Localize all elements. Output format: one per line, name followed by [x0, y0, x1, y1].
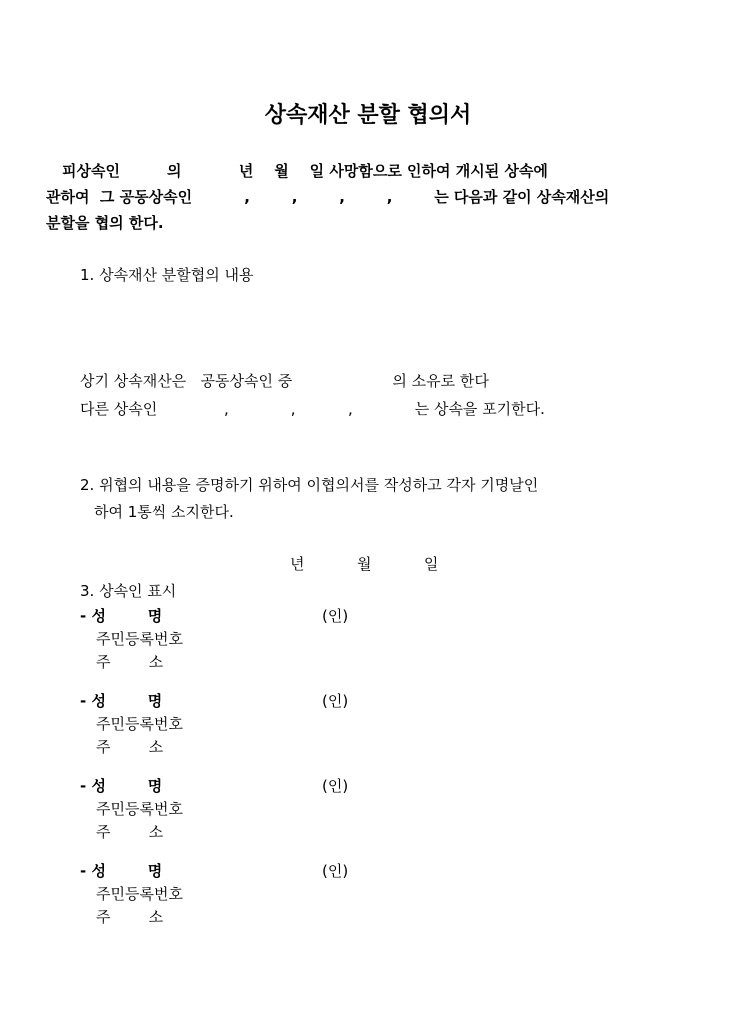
address-label: 주 소 [96, 738, 164, 756]
seal-mark: (인) [322, 607, 349, 625]
intro-line-3: 분할을 협의 한다. [46, 214, 164, 232]
id-number-label: 주민등록번호 [96, 885, 183, 903]
date-line: 년 월 일 [290, 555, 439, 573]
intro-line-2: 관하여 그 공동상속인 , , , , 는 다음과 같이 상속재산의 [46, 188, 610, 206]
id-number-label: 주민등록번호 [96, 630, 183, 648]
document-title: 상속재산 분할 협의서 [264, 103, 472, 128]
id-number-label: 주민등록번호 [96, 800, 183, 818]
address-label: 주 소 [96, 653, 164, 671]
name-label: - 성 명 [80, 777, 163, 795]
name-label: - 성 명 [80, 862, 163, 880]
address-label: 주 소 [96, 908, 164, 926]
section-2-line-2: 하여 1통씩 소지한다. [94, 503, 234, 521]
name-label: - 성 명 [80, 607, 163, 625]
name-label: - 성 명 [80, 692, 163, 710]
seal-mark: (인) [322, 862, 349, 880]
seal-mark: (인) [322, 692, 349, 710]
section-3-heading: 3. 상속인 표시 [80, 582, 177, 600]
address-label: 주 소 [96, 823, 164, 841]
section-2-line-1: 2. 위협의 내용을 증명하기 위하여 이협의서를 작성하고 각자 기명날인 [80, 476, 539, 494]
ownership-line: 상기 상속재산은 공동상속인 중 의 소유로 한다 [80, 372, 489, 390]
seal-mark: (인) [322, 777, 349, 795]
waiver-line: 다른 상속인 , , , 는 상속을 포기한다. [80, 400, 545, 418]
id-number-label: 주민등록번호 [96, 715, 183, 733]
section-1-heading: 1. 상속재산 분할협의 내용 [80, 266, 254, 284]
intro-line-1: 피상속인 의 년 월 일 사망함으로 인하여 개시된 상속에 [62, 162, 548, 180]
